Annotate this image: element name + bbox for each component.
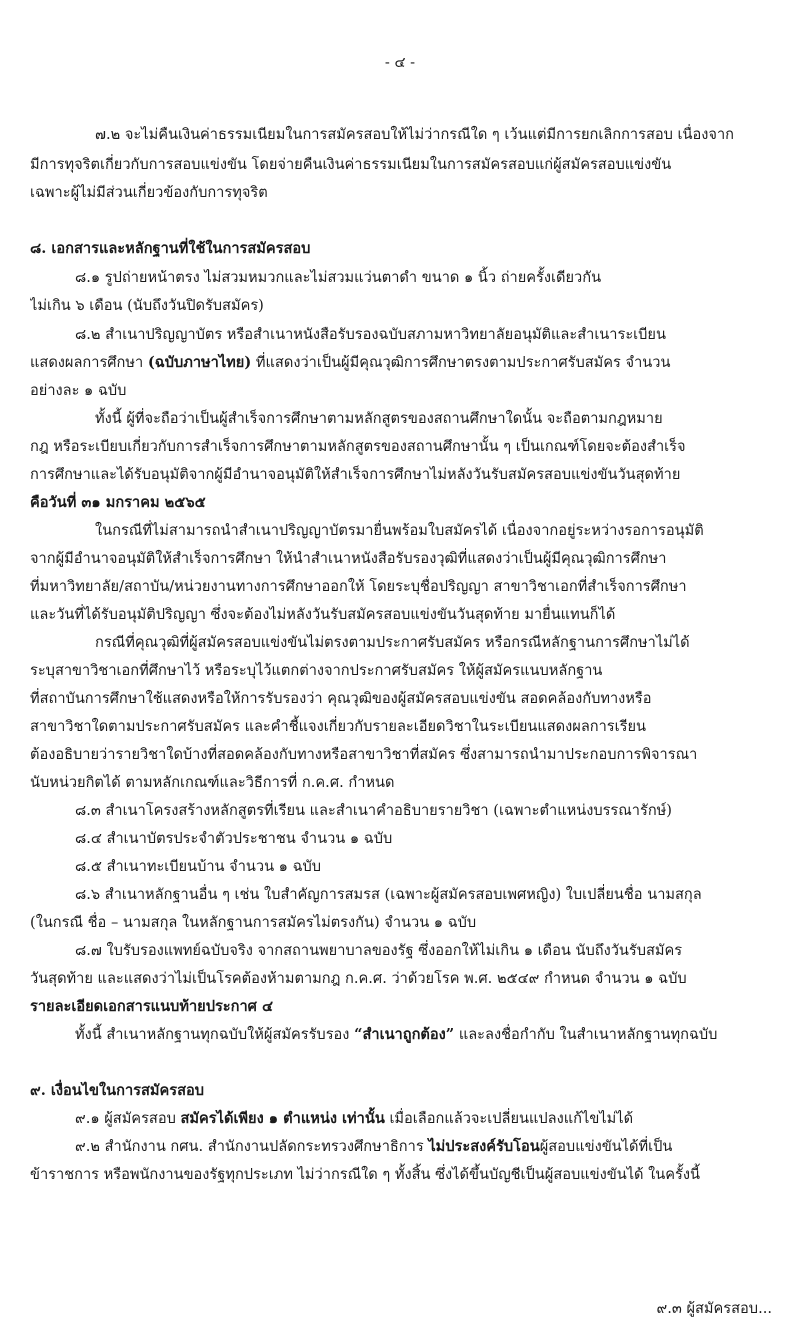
paragraph-line: สาขาวิชาใดตามประกาศรับสมัคร และคำชี้แจงเกี่ยวกับรายละเอียดวิชาในระเบียนแสดงผลการเรียน bbox=[30, 718, 647, 735]
paragraph-line: นับหน่วยกิตได้ ตามหลักเกณฑ์และวิธีการที่ ก.ค.ศ. กำหนด bbox=[30, 774, 395, 791]
paragraph-line: ๘.๕ สำเนาทะเบียนบ้าน จำนวน ๑ ฉบับ bbox=[75, 858, 322, 875]
paragraph-line: การศึกษาและได้รับอนุมัติจากผู้มีอำนาจอนุมัติให้สำเร็จการศึกษาไม่หลังวันรับสมัครสอบแข่งขันวันสุดท้าย bbox=[30, 466, 681, 483]
paragraph-line: ระบุสาขาวิชาเอกที่ศึกษาไว้ หรือระบุไว้แตกต่างจากประกาศรับสมัคร ให้ผู้สมัครแนบหลักฐาน bbox=[30, 662, 603, 679]
paragraph-line: ทั้งนี้ สำเนาหลักฐานทุกฉบับให้ผู้สมัครรับรอง “สำเนาถูกต้อง” และลงชื่อกำกับ ในสำเนาหลักฐานทุกฉบับ bbox=[75, 1026, 718, 1043]
emphasis: (ฉบับภาษาไทย) bbox=[147, 354, 252, 371]
emphasis: ไม่ประสงค์รับโอน bbox=[428, 1138, 540, 1155]
emphasis: “สำเนาถูกต้อง” bbox=[354, 1026, 455, 1043]
attachment-note: รายละเอียดเอกสารแนบท้ายประกาศ ๔ bbox=[30, 998, 274, 1015]
paragraph-line: (ในกรณี ชื่อ – นามสกุล ในหลักฐานการสมัครไม่ตรงกัน) จำนวน ๑ ฉบับ bbox=[30, 914, 477, 931]
paragraph-line: ในกรณีที่ไม่สามารถนำสำเนาปริญญาบัตรมายื่นพร้อมใบสมัครได้ เนื่องจากอยู่ระหว่างรอการอนุมัติ bbox=[95, 522, 704, 539]
paragraph-line: เฉพาะผู้ไม่มีส่วนเกี่ยวข้องกับการทุจริต bbox=[30, 184, 268, 201]
section-heading: ๘. เอกสารและหลักฐานที่ใช้ในการสมัครสอบ bbox=[30, 240, 311, 257]
paragraph-line: กรณีที่คุณวุฒิที่ผู้สมัครสอบแข่งขันไม่ตรงตามประกาศรับสมัคร หรือกรณีหลักฐานการศึกษาไม่ได้ bbox=[95, 634, 690, 651]
paragraph-line: ทั้งนี้ ผู้ที่จะถือว่าเป็นผู้สำเร็จการศึกษาตามหลักสูตรของสถานศึกษาใดนั้น จะถือตามกฎหมาย bbox=[95, 410, 663, 427]
paragraph-line: ไม่เกิน ๖ เดือน (นับถึงวันปิดรับสมัคร) bbox=[30, 297, 264, 314]
paragraph-line: ๘.๔ สำเนาบัตรประจำตัวประชาชน จำนวน ๑ ฉบับ bbox=[75, 830, 393, 847]
paragraph-line: ๘.๒ สำเนาปริญญาบัตร หรือสำเนาหนังสือรับรองฉบับสภามหาวิทยาลัยอนุมัติและสำเนาระเบียน bbox=[75, 326, 666, 343]
paragraph-line: จากผู้มีอำนาจอนุมัติให้สำเร็จการศึกษา ให้นำสำเนาหนังสือรับรองวุฒิที่แสดงว่าเป็นผู้มีคุณวุฒิการศึกษา bbox=[30, 550, 667, 567]
paragraph-line: ที่สถาบันการศึกษาใช้แสดงหรือให้การรับรองว่า คุณวุฒิของผู้สมัครสอบแข่งขัน สอดคล้องกับทางหรือ bbox=[30, 690, 652, 707]
section-heading: ๙. เงื่อนไขในการสมัครสอบ bbox=[30, 1082, 205, 1099]
continuation-marker: ๙.๓ ผู้สมัครสอบ... bbox=[656, 1300, 772, 1317]
paragraph-line: ๘.๓ สำเนาโครงสร้างหลักสูตรที่เรียน และสำเนาคำอธิบายรายวิชา (เฉพาะตำแหน่งบรรณารักษ์) bbox=[75, 802, 672, 819]
paragraph-line: มีการทุจริตเกี่ยวกับการสอบแข่งขัน โดยจ่ายคืนเงินค่าธรรมเนียมในการสมัครสอบแก่ผู้สมัครสอบแข่งขัน bbox=[30, 156, 672, 173]
paragraph-line: ข้าราชการ หรือพนักงานของรัฐทุกประเภท ไม่ว่ากรณีใด ๆ ทั้งสิ้น ซึ่งได้ขึ้นบัญชีเป็นผู้สอบแข่งขันได้ ในครั้งนี้ bbox=[30, 1166, 700, 1183]
paragraph-line: ๙.๒ สำนักงาน กศน. สำนักงานปลัดกระทรวงศึกษาธิการ ไม่ประสงค์รับโอนผู้สอบแข่งขันได้ที่เป็น bbox=[75, 1138, 673, 1155]
deadline-line: คือวันที่ ๓๑ มกราคม ๒๕๖๕ bbox=[30, 494, 206, 511]
paragraph-line: ๙.๑ ผู้สมัครสอบ สมัครได้เพียง ๑ ตำแหน่ง เท่านั้น เมื่อเลือกแล้วจะเปลี่ยนแปลงแก้ไขไม่ได้ bbox=[75, 1110, 634, 1127]
page-number: - ๔ - bbox=[384, 54, 416, 71]
paragraph-line: วันสุดท้าย และแสดงว่าไม่เป็นโรคต้องห้ามตามกฎ ก.ค.ศ. ว่าด้วยโรค พ.ศ. ๒๕๔๙ กำหนด จำนวน ๑ ฉบับ bbox=[30, 970, 687, 987]
paragraph-line: ๘.๑ รูปถ่ายหน้าตรง ไม่สวมหมวกและไม่สวมแว่นตาดำ ขนาด ๑ นิ้ว ถ่ายครั้งเดียวกัน bbox=[75, 269, 602, 286]
emphasis: สมัครได้เพียง ๑ ตำแหน่ง เท่านั้น bbox=[180, 1110, 385, 1127]
paragraph-line: แสดงผลการศึกษา (ฉบับภาษาไทย) ที่แสดงว่าเป็นผู้มีคุณวุฒิการศึกษาตรงตามประกาศรับสมัคร จำนวน bbox=[30, 354, 671, 371]
paragraph-line: และวันที่ได้รับอนุมัติปริญญา ซึ่งจะต้องไม่หลังวันรับสมัครสอบแข่งขันวันสุดท้าย มายื่นแทนก็ได้ bbox=[30, 606, 616, 623]
paragraph-line: ที่มหาวิทยาลัย/สถาบัน/หน่วยงานทางการศึกษาออกให้ โดยระบุชื่อปริญญา สาขาวิชาเอกที่สำเร็จการศึกษา bbox=[30, 578, 687, 595]
paragraph-line: ๘.๖ สำเนาหลักฐานอื่น ๆ เช่น ใบสำคัญการสมรส (เฉพาะผู้สมัครสอบเพศหญิง) ใบเปลี่ยนชื่อ นามสกุล bbox=[75, 886, 702, 903]
paragraph-line: ๘.๗ ใบรับรองแพทย์ฉบับจริง จากสถานพยาบาลของรัฐ ซึ่งออกให้ไม่เกิน ๑ เดือน นับถึงวันรับสมัคร bbox=[75, 942, 683, 959]
paragraph-line: ต้องอธิบายว่ารายวิชาใดบ้างที่สอดคล้องกับทางหรือสาขาวิชาที่สมัคร ซึ่งสามารถนำมาประกอบการพิจารณา bbox=[30, 746, 698, 763]
paragraph-line: ๗.๒ จะไม่คืนเงินค่าธรรมเนียมในการสมัครสอบให้ไม่ว่ากรณีใด ๆ เว้นแต่มีการยกเลิกการสอบ เนื่องจาก bbox=[95, 126, 734, 143]
paragraph-line: กฎ หรือระเบียบเกี่ยวกับการสำเร็จการศึกษาตามหลักสูตรของสถานศึกษานั้น ๆ เป็นเกณฑ์โดยจะต้องสำเร็จ bbox=[30, 438, 686, 455]
paragraph-line: อย่างละ ๑ ฉบับ bbox=[30, 382, 127, 399]
